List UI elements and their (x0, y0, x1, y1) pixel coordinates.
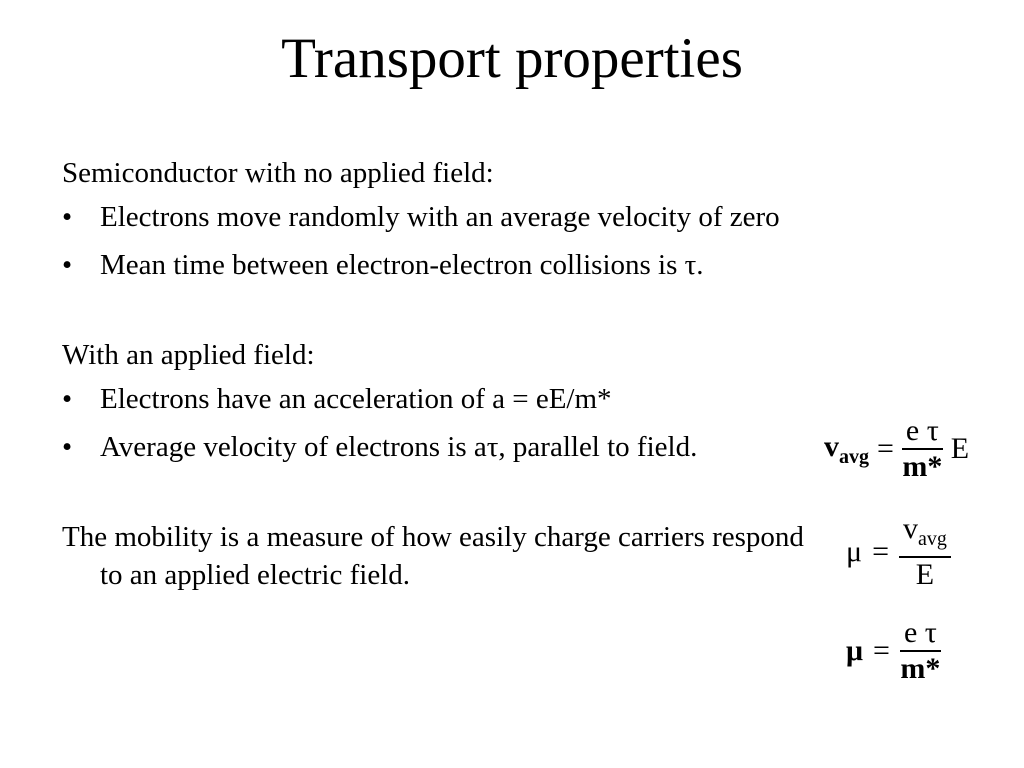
bullet-text: Mean time between electron-electron collisions is τ. (100, 249, 704, 281)
bullet-item (62, 428, 822, 466)
eq-equals: = (872, 535, 890, 568)
eq-equals: = (877, 432, 894, 465)
eq-fraction (899, 512, 951, 592)
bullet-item (62, 198, 822, 236)
bullet-icon: • (62, 249, 73, 281)
eq-denominator: E (915, 558, 935, 591)
section1-heading: Semiconductor with no applied field: (62, 157, 494, 189)
eq-numerator: e τ (902, 414, 943, 450)
eq-lhs: $v_{avg}$ (824, 429, 869, 468)
bullet-text: Electrons have an acceleration of a = eE/m* (100, 383, 612, 415)
eq-fraction (902, 414, 943, 484)
bullet-icon: • (62, 383, 73, 415)
eq-lhs: μ (846, 634, 864, 667)
eq-numerator: $v_{avg}$ (899, 512, 951, 558)
eq-fraction (900, 616, 941, 686)
eq-denominator: m* (900, 652, 941, 685)
bullet-icon: • (62, 431, 73, 463)
eq-numerator: e τ (900, 616, 941, 652)
mobility-equation-2 (846, 616, 941, 686)
bullet-text: Average velocity of electrons is aτ, parallel to field. (100, 431, 698, 463)
velocity-equation (824, 414, 969, 484)
mobility-definition: The mobility is a measure of how easily charge carriers respond to an applied electric field. (62, 521, 804, 591)
slide-title: Transport properties (281, 27, 743, 90)
eq-lhs: μ (846, 535, 863, 568)
section2-heading: With an applied field: (62, 339, 315, 371)
bullet-item (62, 380, 822, 418)
bullet-item (62, 246, 822, 284)
eq-equals: = (873, 634, 890, 667)
eq-tail: E (950, 432, 970, 465)
eq-denominator: m* (902, 450, 943, 483)
bullet-icon: • (62, 201, 73, 233)
bullet-text: Electrons move randomly with an average velocity of zero (100, 201, 780, 233)
slide-body (62, 154, 822, 600)
mobility-equation-1 (846, 512, 951, 592)
